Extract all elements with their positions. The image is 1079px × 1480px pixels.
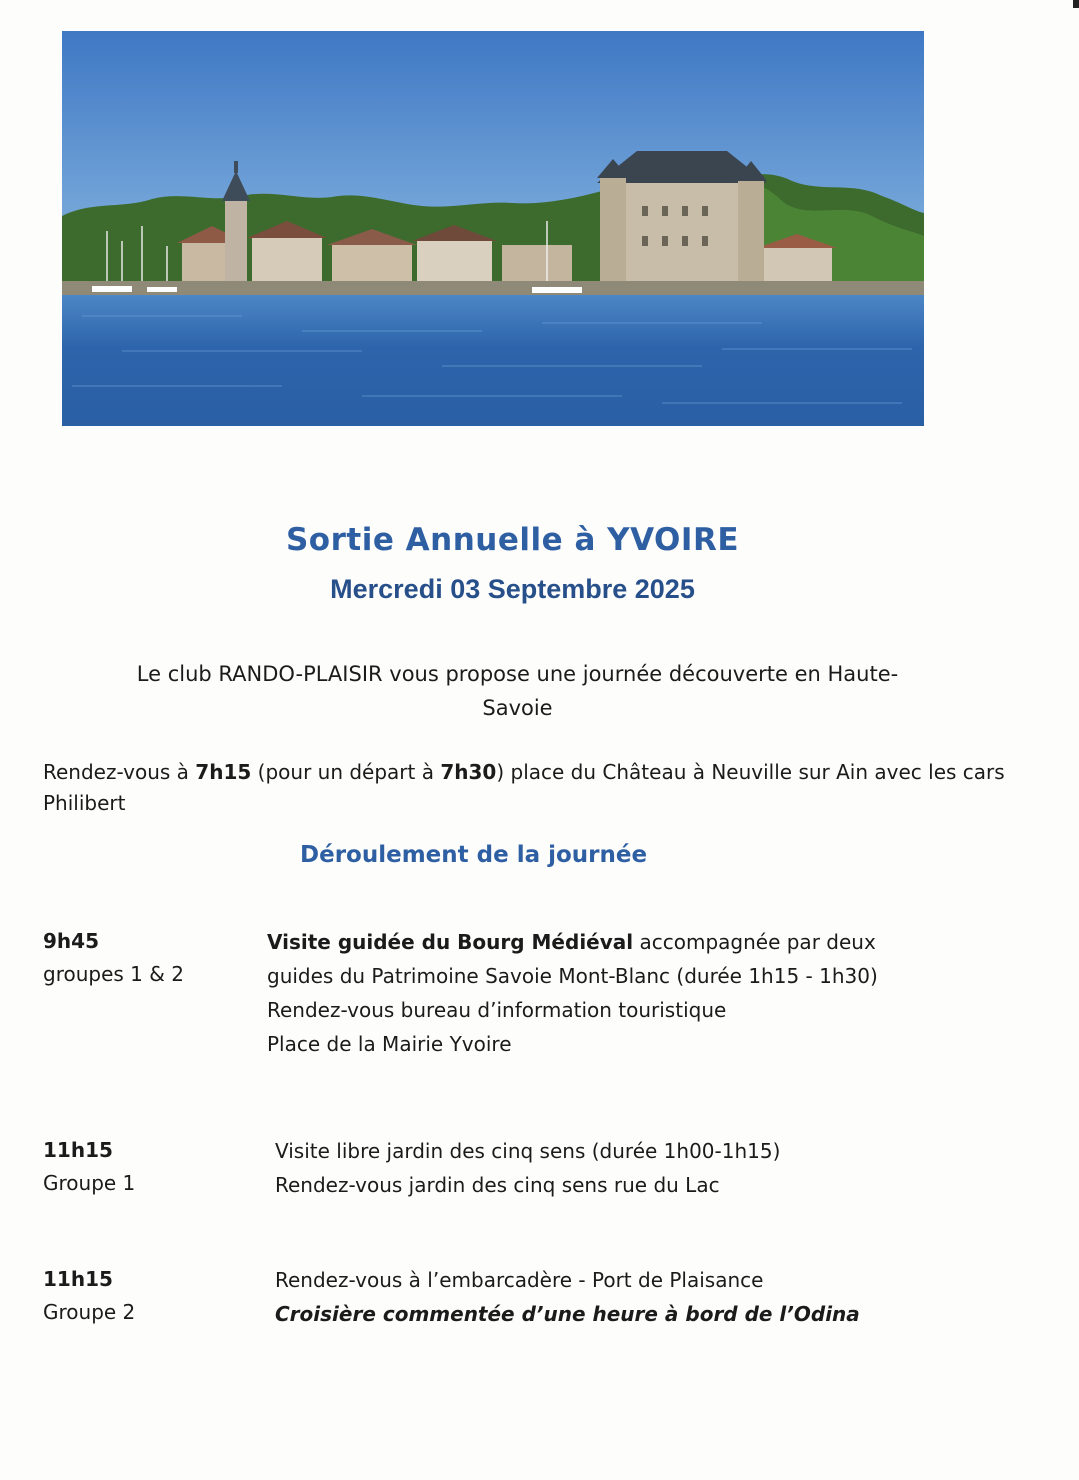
group-label: Groupe 1 <box>43 1171 136 1195</box>
meeting-prefix: Rendez-vous à <box>43 760 196 784</box>
meeting-info <box>43 757 1043 819</box>
event-date: Mercredi 03 Septembre 2025 <box>330 574 695 604</box>
group-label: Groupe 2 <box>43 1300 136 1324</box>
activity-place: Place de la Mairie Yvoire <box>267 1032 512 1056</box>
time-label: 9h45 <box>43 929 99 953</box>
schedule-time-1 <box>43 925 184 991</box>
time-label: 11h15 <box>43 1267 113 1291</box>
scan-edge-mark <box>1073 0 1079 8</box>
page-title: Sortie Annuelle à YVOIRE <box>285 522 739 558</box>
meeting-suffix: ) place du Château à Neuville sur Ain avec les cars Philibert <box>43 760 1005 815</box>
schedule-desc-1 <box>267 925 927 1061</box>
schedule-time-3 <box>43 1263 135 1329</box>
lake <box>62 295 924 426</box>
activity-text <box>267 930 878 988</box>
activity-line: Visite libre jardin des cinq sens (durée 1h00-1h15) <box>275 1139 781 1163</box>
departure-time: 7h30 <box>440 760 497 784</box>
activity-meeting: Rendez-vous bureau d’information touristique <box>267 998 727 1022</box>
activity-meeting: Rendez-vous à l’embarcadère - Port de Plaisance <box>275 1268 764 1292</box>
schedule-time-2 <box>43 1134 135 1200</box>
schedule-desc-2 <box>275 1134 935 1202</box>
activity-cruise: Croisière commentée d’une heure à bord de l’Odina <box>275 1302 860 1326</box>
activity-meeting: Rendez-vous jardin des cinq sens rue du Lac <box>275 1173 720 1197</box>
activity-bold: Visite guidée du Bourg Médiéval <box>267 930 634 954</box>
meeting-middle: (pour un départ à <box>251 760 441 784</box>
activity-rest: accompagnée par deux guides du Patrimoine Savoie Mont-Blanc (durée 1h15 - 1h30) <box>267 930 878 988</box>
meeting-time: 7h15 <box>195 760 252 784</box>
group-label: groupes 1 & 2 <box>43 962 184 986</box>
time-label: 11h15 <box>43 1138 113 1162</box>
yvoire-lake-illustration <box>62 31 924 426</box>
shore <box>62 281 924 297</box>
schedule-heading: Déroulement de la journée <box>300 842 648 868</box>
castle <box>597 151 767 286</box>
schedule-desc-3 <box>275 1263 935 1331</box>
header-photo <box>62 31 924 426</box>
intro-text: Le club RANDO-PLAISIR vous propose une journée découverte en Haute-Savoie <box>136 662 899 720</box>
